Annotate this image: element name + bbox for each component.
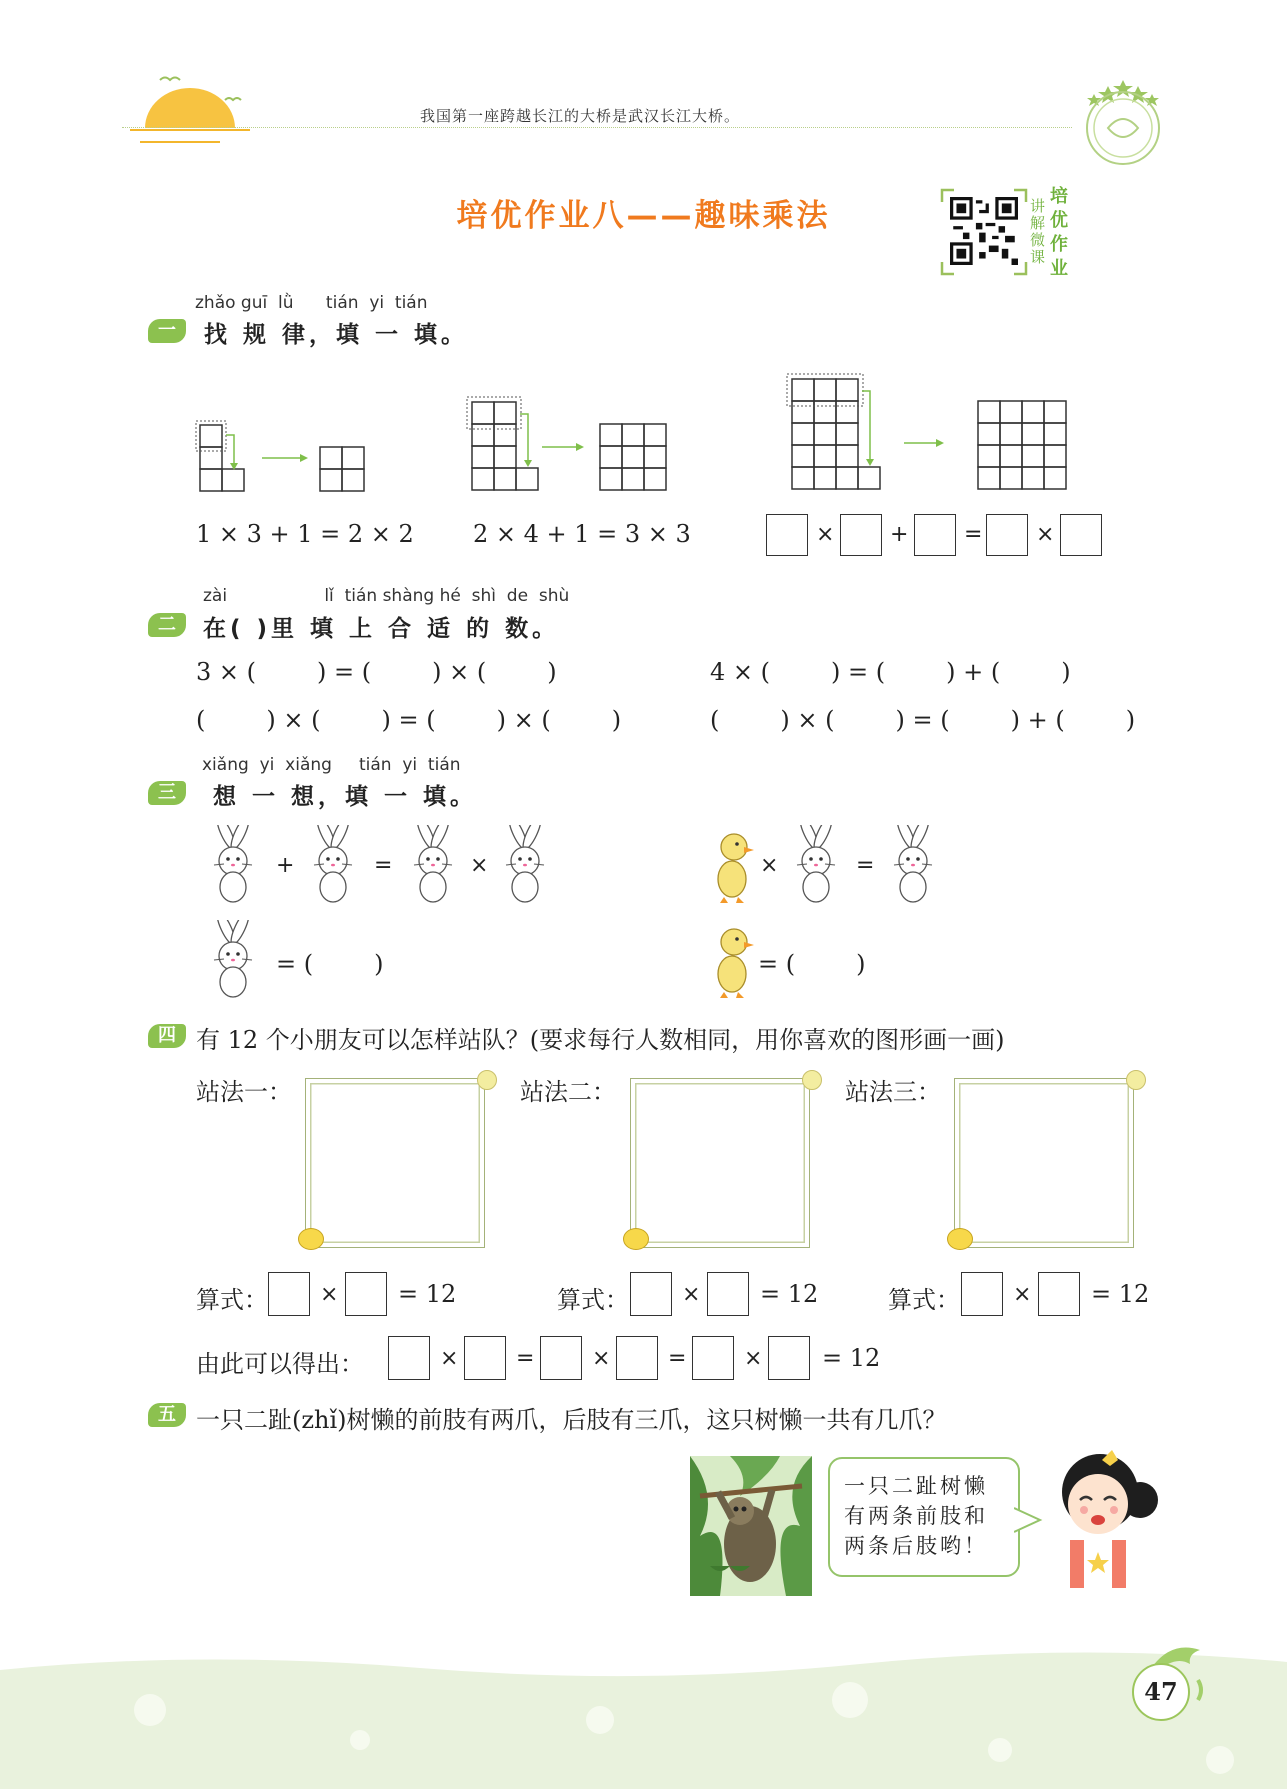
page-number: 47 [1132, 1663, 1190, 1721]
answer-box[interactable] [464, 1336, 506, 1380]
answer-box[interactable] [840, 514, 882, 556]
rabbit-icon [300, 825, 370, 909]
flower-icon [1126, 1070, 1146, 1090]
method-label-2: 站法二： [520, 1078, 616, 1106]
answer-box[interactable] [268, 1272, 310, 1316]
drawing-frame-2[interactable] [630, 1078, 810, 1248]
brand-seal [1078, 72, 1168, 168]
answer-box[interactable] [766, 514, 808, 556]
answer-box[interactable] [692, 1336, 734, 1380]
rabbit-icon [200, 920, 270, 1004]
girl-character [1040, 1440, 1160, 1590]
s2-row2-left[interactable]: ( ) × ( ) = ( ) × ( ) [196, 706, 622, 734]
micro-lesson-label: 讲解微课 [1030, 197, 1046, 266]
s2-pinyin: zài lǐ tián shàng hé shì de shù [203, 586, 570, 606]
s3-equals: = [374, 853, 393, 878]
pattern-figure-3 [780, 367, 1080, 497]
s5-question: 一只二趾(zhǐ)树懒的前肢有两爪，后肢有三爪，这只树懒一共有几爪？ [196, 1406, 947, 1434]
answer-box[interactable] [1038, 1272, 1080, 1316]
answer-box[interactable] [914, 514, 956, 556]
conclusion-times: × [744, 1346, 763, 1371]
s3-times: × [470, 853, 489, 878]
speech-bubble [828, 1457, 1020, 1577]
s2-heading: 在( )里 填 上 合 适 的 数。 [203, 616, 560, 642]
s1-pinyin: zhǎo guī lǜ tián yi tián [195, 293, 428, 313]
s1-op-times: × [816, 522, 835, 547]
conclusion-result: = 12 [822, 1344, 881, 1372]
homework-label: 培优作业 [1050, 186, 1068, 279]
answer-box[interactable] [388, 1336, 430, 1380]
s4-question: 有 12 个小朋友可以怎样站队？(要求每行人数相同，用你喜欢的图形画一画) [196, 1026, 1005, 1054]
s3-duck-answer[interactable]: = ( ) [758, 950, 866, 978]
formula-times: × [320, 1282, 339, 1307]
s1-equation-2: 2 × 4 + 1 = 3 × 3 [473, 520, 691, 548]
pattern-figure-2 [460, 390, 680, 495]
duck-icon [706, 825, 766, 909]
s3-rabbit-answer[interactable]: = ( ) [276, 950, 384, 978]
s3-heading: 想 一 想，填 一 填。 [213, 784, 478, 810]
answer-box[interactable] [1060, 514, 1102, 556]
rabbit-icon [400, 825, 470, 909]
formula-label-1: 算式： [196, 1286, 268, 1314]
s3-equals-2: = [856, 853, 875, 878]
s1-op-times-2: × [1036, 522, 1055, 547]
s3-plus: + [276, 853, 295, 878]
method-label-3: 站法三： [845, 1078, 941, 1106]
answer-box[interactable] [616, 1336, 658, 1380]
flower-icon [802, 1070, 822, 1090]
sun-logo [120, 70, 250, 160]
answer-box[interactable] [345, 1272, 387, 1316]
formula-times: × [682, 1282, 701, 1307]
answer-box[interactable] [768, 1336, 810, 1380]
pattern-figure-1 [190, 415, 390, 495]
s1-equation-1: 1 × 3 + 1 = 2 × 2 [196, 520, 414, 548]
s2-row1-right[interactable]: 4 × ( ) = ( ) + ( ) [710, 658, 1071, 686]
header-fact: 我国第一座跨越长江的大桥是武汉长江大桥。 [420, 107, 741, 125]
drawing-frame-1[interactable] [305, 1078, 485, 1248]
section-badge-3: 三 [148, 781, 186, 805]
s1-op-plus: + [890, 522, 909, 547]
chick-icon [298, 1228, 324, 1250]
rabbit-icon [200, 825, 270, 909]
rabbit-icon [880, 825, 950, 909]
duck-icon [706, 920, 766, 1004]
section-badge-5: 五 [148, 1403, 186, 1427]
s1-heading: 找 规 律，填 一 填。 [204, 322, 469, 348]
s2-row2-right[interactable]: ( ) × ( ) = ( ) + ( ) [710, 706, 1136, 734]
formula-result: = 12 [1091, 1280, 1150, 1308]
conclusion-equals: = [516, 1346, 535, 1371]
s3-times-2: × [760, 853, 779, 878]
answer-box[interactable] [986, 514, 1028, 556]
s1-op-equals: = [964, 522, 983, 547]
section-badge-1: 一 [148, 319, 186, 343]
conclusion-label: 由此可以得出： [196, 1350, 364, 1378]
chick-icon [623, 1228, 649, 1250]
s2-row1-left[interactable]: 3 × ( ) = ( ) × ( ) [196, 658, 557, 686]
conclusion-times: × [440, 1346, 459, 1371]
section-badge-4: 四 [148, 1024, 186, 1048]
header-divider [122, 127, 1072, 128]
rabbit-icon [783, 825, 853, 909]
drawing-frame-3[interactable] [954, 1078, 1134, 1248]
section-badge-2: 二 [148, 613, 186, 637]
formula-label-2: 算式： [557, 1286, 629, 1314]
answer-box[interactable] [707, 1272, 749, 1316]
sloth-image [690, 1456, 812, 1596]
answer-box[interactable] [630, 1272, 672, 1316]
formula-times: × [1013, 1282, 1032, 1307]
qr-frame-icon [940, 188, 1028, 276]
conclusion-times: × [592, 1346, 611, 1371]
formula-label-3: 算式： [888, 1286, 960, 1314]
conclusion-equals: = [668, 1346, 687, 1371]
footer-wave [0, 1650, 1287, 1789]
method-label-1: 站法一： [196, 1078, 292, 1106]
rabbit-icon [492, 825, 562, 909]
s3-pinyin: xiǎng yi xiǎng tián yi tián [202, 755, 461, 775]
formula-result: = 12 [398, 1280, 457, 1308]
chick-icon [947, 1228, 973, 1250]
answer-box[interactable] [540, 1336, 582, 1380]
formula-result: = 12 [760, 1280, 819, 1308]
page-title: 培优作业八——趣味乘法 [456, 198, 831, 234]
speech-bubble-text: 一只二趾树懒 有两条前肢和 两条后肢哟！ [844, 1474, 988, 1558]
flower-icon [477, 1070, 497, 1090]
answer-box[interactable] [961, 1272, 1003, 1316]
